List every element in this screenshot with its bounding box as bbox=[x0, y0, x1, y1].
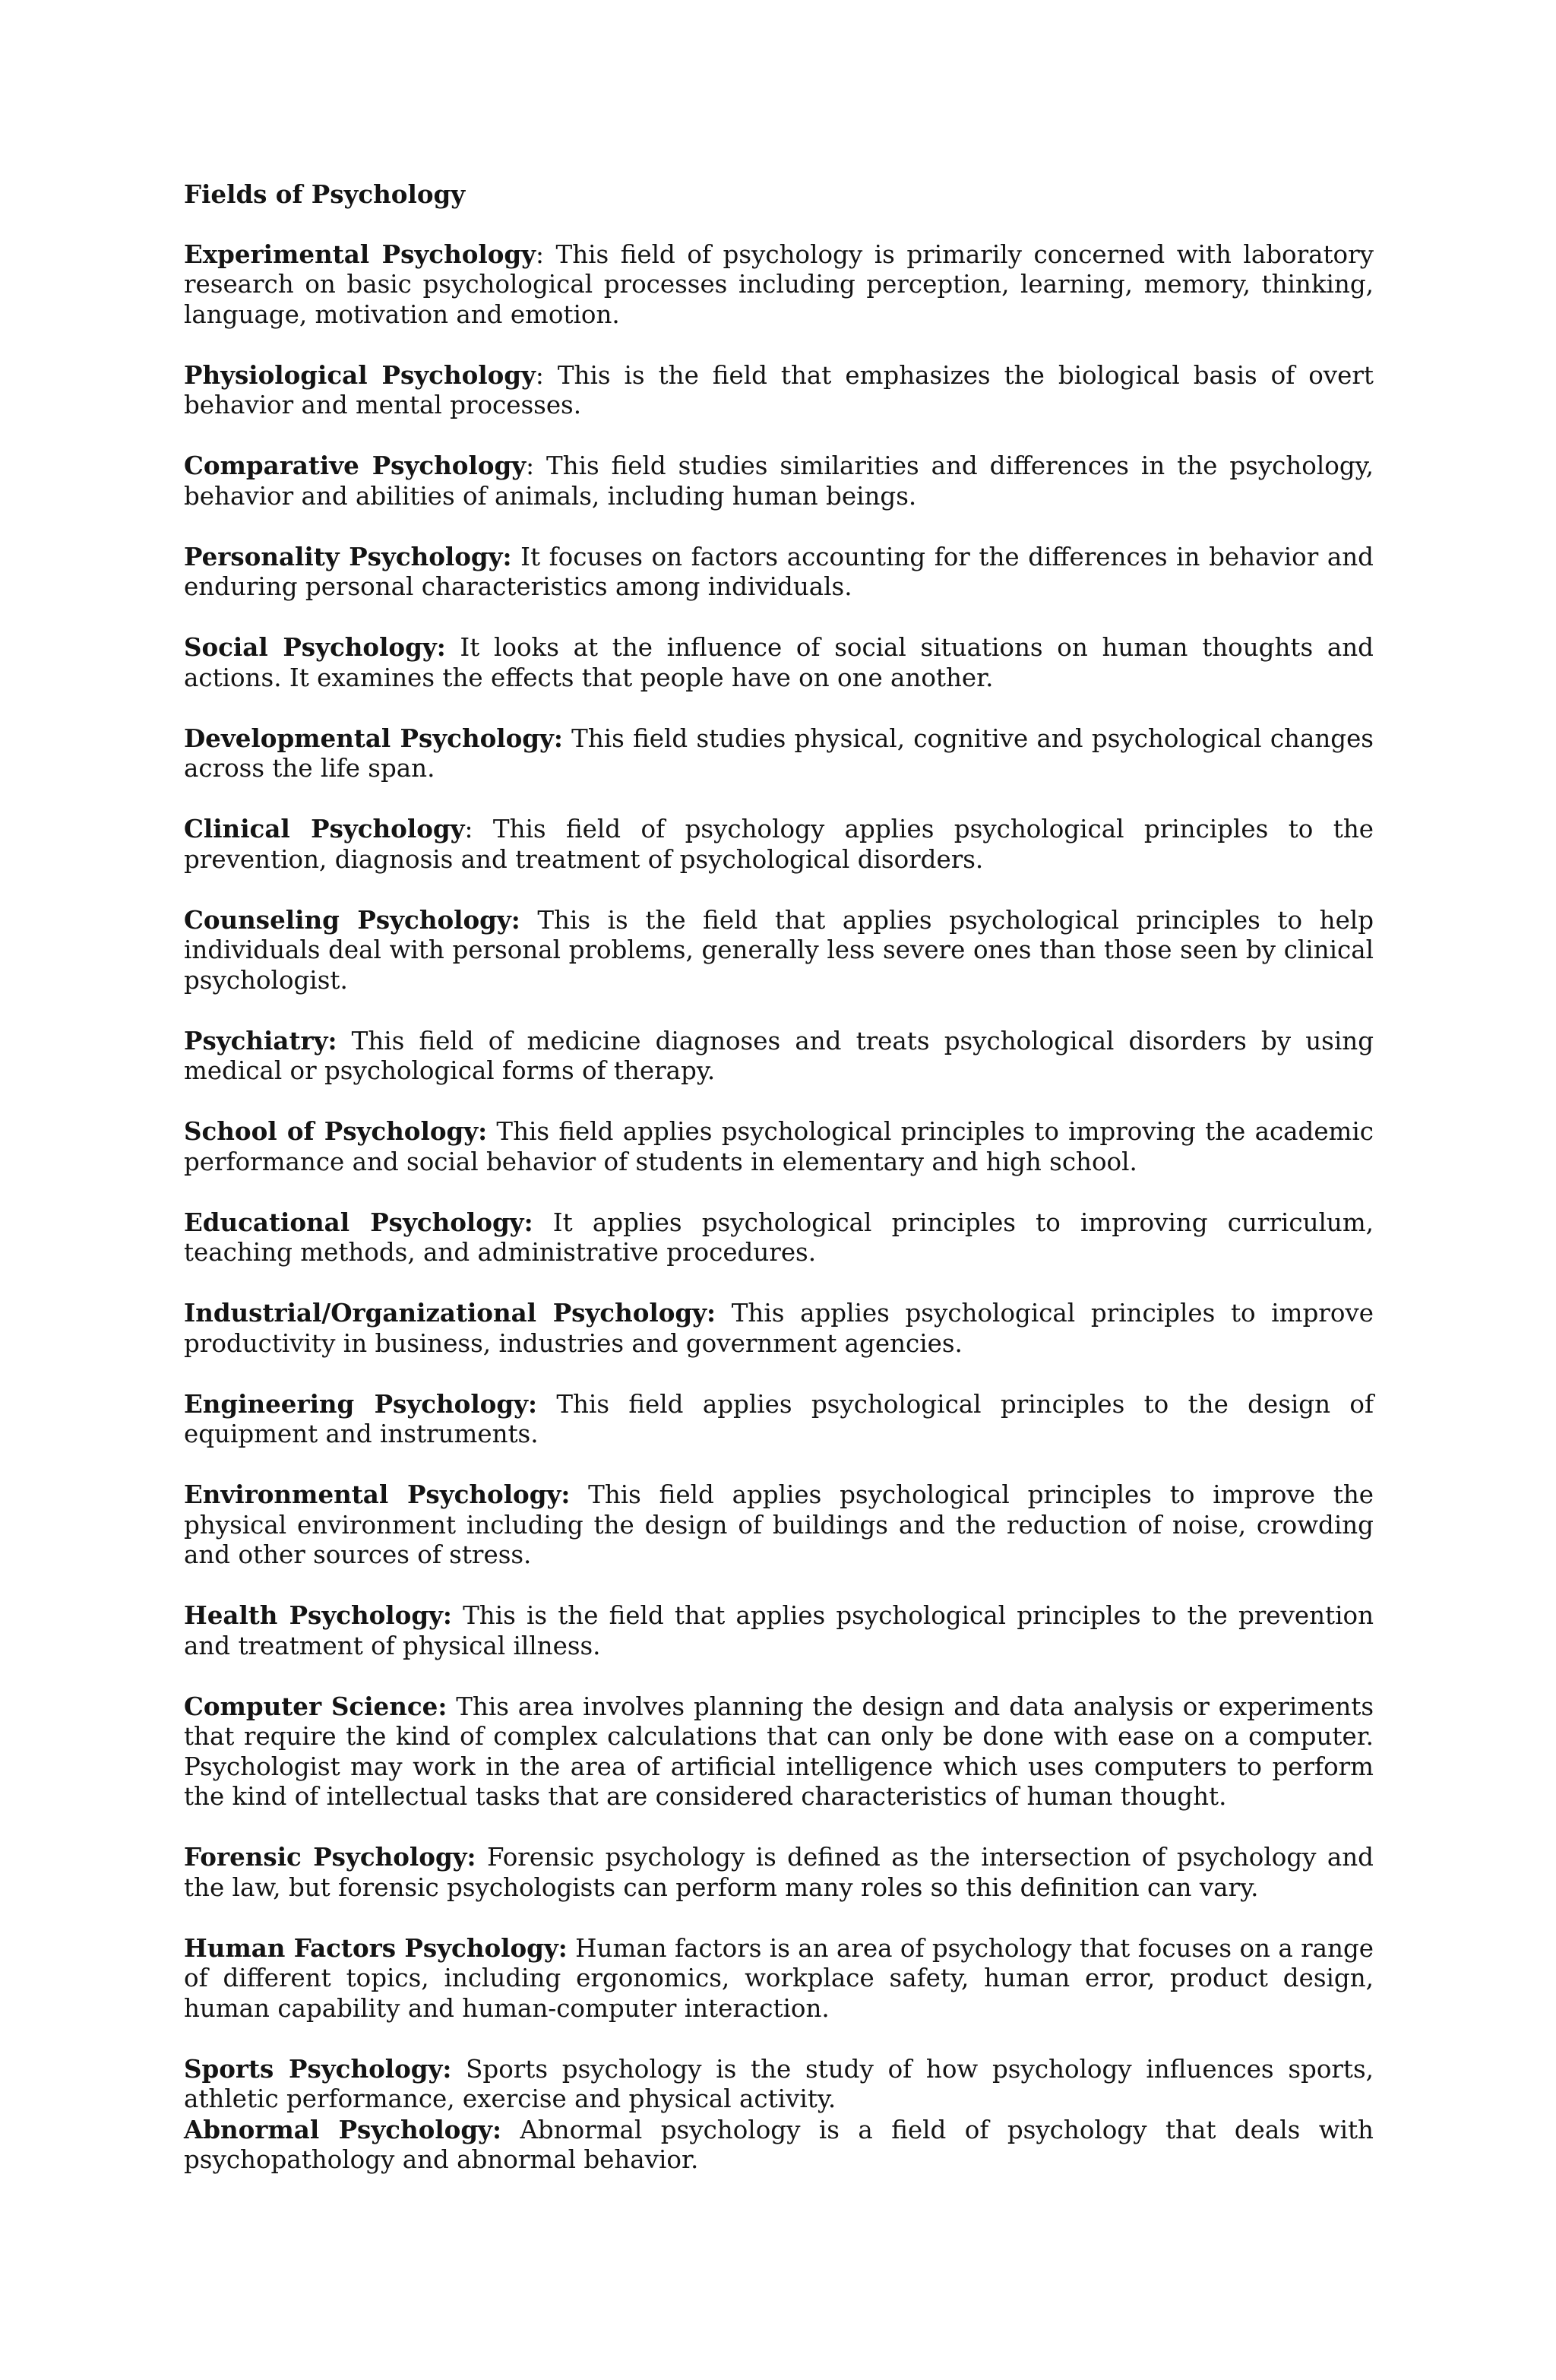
entry-description: This field studies similarities and differences in the psychology, behavior and abilities of animals, including human beings. bbox=[184, 451, 1374, 511]
entry-term: Social Psychology: bbox=[184, 632, 446, 662]
entry-description: It applies psychological principles to improving curriculum, teaching methods, and administrative procedures. bbox=[184, 1207, 1374, 1267]
entry-term: Human Factors Psychology: bbox=[184, 1932, 568, 1963]
entry-separator: : bbox=[536, 239, 556, 269]
entry-school bbox=[184, 1116, 1374, 1177]
entry-description: This field applies psychological principles to improving the academic performance and social behavior of students in elementary and high school. bbox=[184, 1117, 1374, 1176]
entry-environmental bbox=[184, 1480, 1374, 1571]
entry-separator bbox=[512, 543, 521, 571]
entry-separator bbox=[337, 1027, 351, 1055]
entry-description: This field applies psychological principles to improve the physical environment including the design of buildings and the reduction of noise, crowding and other sources of stress. bbox=[184, 1480, 1374, 1569]
entry-term: Engineering Psychology: bbox=[184, 1388, 537, 1419]
entry-term: Physiological Psychology bbox=[184, 359, 536, 390]
entry-term: School of Psychology: bbox=[184, 1116, 488, 1146]
document-title: Fields of Psychology bbox=[184, 179, 466, 209]
entry-separator bbox=[563, 724, 571, 753]
entry-psychiatry bbox=[184, 1026, 1374, 1087]
entry-clinical bbox=[184, 814, 1374, 875]
entry-description: This is the field that applies psychological principles to help individuals deal with personal problems, generally less severe ones than those seen by clinical psychologist. bbox=[184, 905, 1374, 995]
entry-term: Computer Science: bbox=[184, 1691, 448, 1721]
entry-separator bbox=[476, 1843, 487, 1872]
entry-description: It focuses on factors accounting for the differences in behavior and enduring personal characteristics among individuals. bbox=[184, 542, 1374, 601]
entry-description: This area involves planning the design and data analysis or experiments that require the kind of complex calculations that can only be done with ease on a computer. Psychologist may work in the area of artificial intelligence which uses computers to perform the kind of intellectual tasks that are considered characteristics of human thought. bbox=[184, 1692, 1374, 1811]
entry-counseling bbox=[184, 905, 1374, 996]
entry-separator: : bbox=[464, 815, 493, 843]
entry-social bbox=[184, 632, 1374, 693]
entry-engineering bbox=[184, 1389, 1374, 1450]
entry-description: Sports psychology is the study of how psychology influences sports, athletic performance, exercise and physical activity. bbox=[184, 2054, 1374, 2113]
entry-description: This field studies physical, cognitive and psychological changes across the life span. bbox=[184, 723, 1374, 783]
entry-term: Personality Psychology: bbox=[184, 541, 512, 571]
entry-separator bbox=[487, 1117, 496, 1146]
entry-description: This field of medicine diagnoses and treats psychological disorders by using medical or psychological forms of therapy. bbox=[184, 1026, 1374, 1085]
entry-term: Psychiatry: bbox=[184, 1025, 337, 1055]
entry-industrial-organizational bbox=[184, 1298, 1374, 1359]
entry-separator bbox=[716, 1299, 732, 1328]
entry-separator bbox=[537, 1390, 556, 1419]
entry-term: Forensic Psychology: bbox=[184, 1842, 476, 1872]
entry-description: This field of psychology is primarily concerned with laboratory research on basic psychological processes including perception, learning, memory, thinking, language, motivation and emotion. bbox=[184, 239, 1374, 329]
entry-term: Abnormal Psychology: bbox=[184, 2114, 501, 2144]
entry-separator bbox=[452, 1601, 463, 1630]
entry-educational bbox=[184, 1207, 1374, 1268]
entry-experimental bbox=[184, 239, 1374, 331]
entry-physiological bbox=[184, 360, 1374, 421]
entry-term: Environmental Psychology: bbox=[184, 1480, 571, 1509]
entry-term: Health Psychology: bbox=[184, 1600, 452, 1630]
entry-personality bbox=[184, 542, 1374, 603]
entry-comparative bbox=[184, 451, 1374, 511]
entry-health bbox=[184, 1600, 1374, 1661]
entry-description: This field of psychology applies psychological principles to the prevention, diagnosis and treatment of psychological disorders. bbox=[184, 815, 1374, 874]
entry-description: Human factors is an area of psychology that focuses on a range of different topics, including ergonomics, workplace safety, human error, product design, human capability and human-computer interaction. bbox=[184, 1933, 1374, 2023]
entry-description: Forensic psychology is defined as the intersection of psychology and the law, but forensic psychologists can perform many roles so this definition can vary. bbox=[184, 1843, 1374, 1902]
entry-separator: : bbox=[535, 360, 558, 390]
entry-separator bbox=[447, 1692, 456, 1721]
entry-description: It looks at the influence of social situations on human thoughts and actions. It examines the effects that people have on one another. bbox=[184, 633, 1374, 692]
entry-term: Industrial/Organizational Psychology: bbox=[184, 1298, 716, 1328]
entry-term: Educational Psychology: bbox=[184, 1207, 533, 1237]
document-page bbox=[184, 179, 1374, 2176]
entry-description: This field applies psychological principles to the design of equipment and instruments. bbox=[184, 1389, 1374, 1448]
entry-description: This applies psychological principles to improve productivity in business, industries and government agencies. bbox=[184, 1299, 1374, 1358]
entry-separator bbox=[501, 2116, 520, 2144]
entry-computer-science bbox=[184, 1692, 1374, 1812]
entry-term: Comparative Psychology bbox=[184, 451, 527, 480]
entry-separator bbox=[451, 2055, 466, 2084]
entry-separator bbox=[570, 1480, 588, 1509]
entry-term: Counseling Psychology: bbox=[184, 904, 520, 935]
entry-abnormal bbox=[184, 2115, 1374, 2176]
entry-term: Sports Psychology: bbox=[184, 2053, 452, 2084]
entry-developmental bbox=[184, 723, 1374, 784]
entry-forensic bbox=[184, 1842, 1374, 1903]
entry-separator bbox=[568, 1934, 575, 1963]
entry-sports bbox=[184, 2054, 1374, 2115]
entry-description: Abnormal psychology is a field of psychology that deals with psychopathology and abnormal behavior. bbox=[184, 2115, 1374, 2174]
entry-separator bbox=[533, 1208, 553, 1237]
entry-separator: : bbox=[526, 451, 546, 480]
entry-human-factors bbox=[184, 1933, 1374, 2024]
entry-term: Experimental Psychology bbox=[184, 239, 536, 269]
entry-description: This is the field that applies psychological principles to the prevention and treatment of physical illness. bbox=[184, 1601, 1374, 1660]
entry-separator bbox=[446, 633, 460, 662]
entry-term: Clinical Psychology bbox=[184, 814, 465, 843]
entry-term: Developmental Psychology: bbox=[184, 723, 563, 753]
entry-description: This is the field that emphasizes the biological basis of overt behavior and mental processes. bbox=[184, 360, 1374, 419]
entry-separator bbox=[520, 906, 538, 935]
